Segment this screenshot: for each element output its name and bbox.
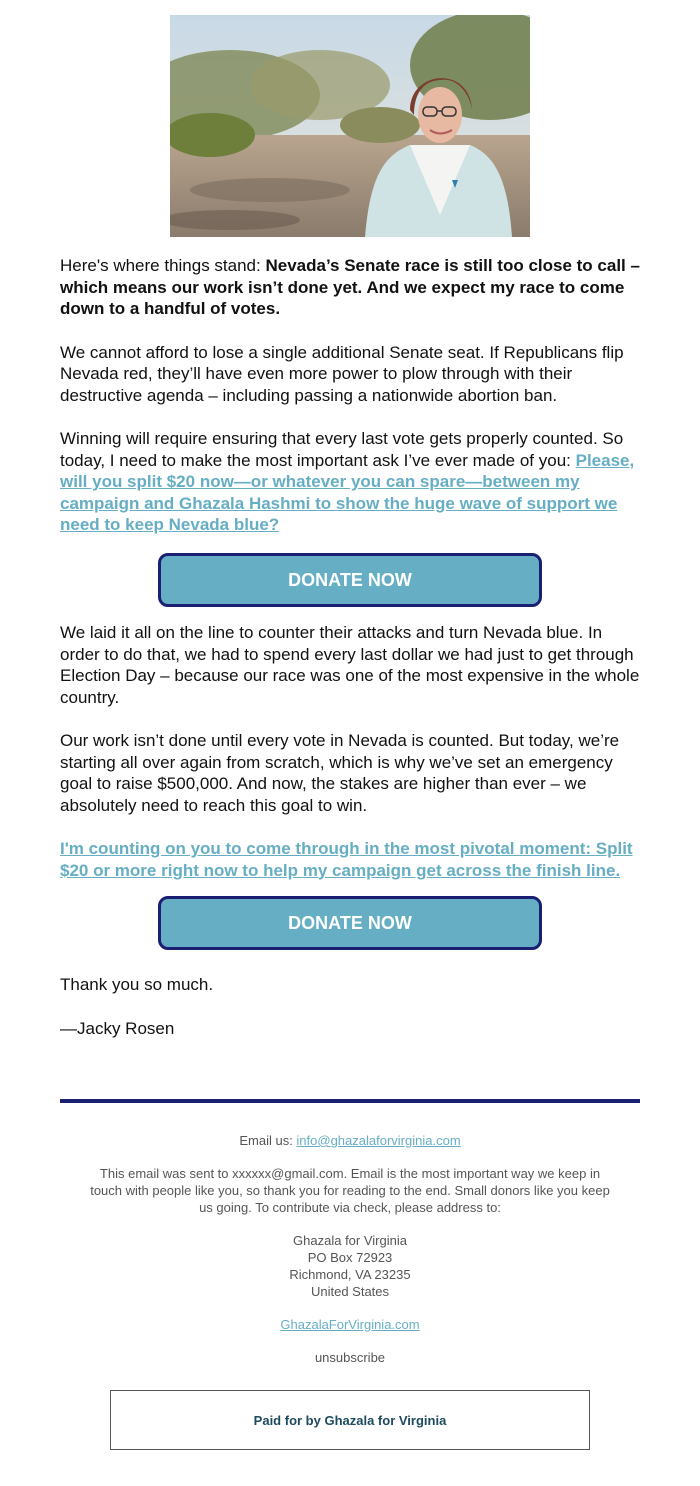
election-day-paragraph: We laid it all on the line to counter their attacks and turn Nevada blue. In order to do that, we had to spend every last dollar we had just to get through Election Day – because our race was one of the most expensive in the whole country. <box>60 623 640 707</box>
website-link[interactable]: GhazalaForVirginia.com <box>280 1317 420 1332</box>
donate-button-wrapper-1 <box>158 553 542 607</box>
donate-now-button-2[interactable]: DONATE NOW <box>158 896 542 950</box>
split-donation-link[interactable]: Please, will you split $20 now—or whatever you can spare—between my campaign and Ghazala Hashmi to show the huge wave of support we need to keep Nevada blue? <box>60 450 635 534</box>
footer-divider <box>60 1099 640 1103</box>
unsubscribe-link[interactable]: unsubscribe <box>314 1350 386 1365</box>
finish-line-link[interactable]: I'm counting on you to come through in the most pivotal moment: Split $20 or more right now to help my campaign get across the finish line. <box>60 839 633 880</box>
hero-image <box>170 15 530 237</box>
footer-notice: This email was sent to xxxxxx@gmail.com. Email is the most important way we keep in touch with people like you, so thank you for reading to the end. Small donors like you keep us going. To contribute via check, please address to: <box>90 1166 610 1215</box>
email-us-line: Email us: info@ghazalaforvirginia.com <box>239 1133 461 1148</box>
email-body <box>60 255 640 558</box>
email-link[interactable]: info@ghazalaforvirginia.com <box>296 1133 461 1148</box>
mailing-address: Ghazala for Virginia PO Box 72923 Richmond, VA 23235 United States <box>289 1233 411 1299</box>
donate-button-wrapper-2 <box>158 896 542 950</box>
email-body-continued <box>60 622 640 903</box>
paid-for-text: Paid for by Ghazala for Virginia <box>253 1412 447 1428</box>
paid-for-box <box>110 1390 590 1450</box>
intro-paragraph: Here's where things stand: Nevada’s Senate race is still too close to call – which means our work isn’t done yet. And we expect my race to come down to a handful of votes. <box>60 256 640 318</box>
signature: —Jacky Rosen <box>60 1018 175 1038</box>
ask-paragraph: Winning will require ensuring that every last vote gets properly counted. So today, I need to make the most important ask I’ve ever made of you: Please, will you split $20 now—or whatever you can spare—between my campaign and Ghazala Hashmi to show the huge wave of support we need to keep Nevada blue? <box>60 429 635 534</box>
closing-text: Thank you so much. <box>60 975 214 994</box>
closing-section <box>60 974 640 1061</box>
footer <box>60 1132 640 1382</box>
goal-paragraph: Our work isn’t done until every vote in Nevada is counted. But today, we’re starting all over again from scratch, which is why we’ve set an emergency goal to raise $500,000. And now, the stakes are higher than ever – we absolutely need to reach this goal to win. <box>60 731 620 815</box>
senate-paragraph: We cannot afford to lose a single additional Senate seat. If Republicans flip Nevada red, they’ll have even more power to plow through with their destructive agenda – including passing a nationwide abortion ban. <box>60 342 624 405</box>
donate-now-button-1[interactable]: DONATE NOW <box>158 553 542 607</box>
